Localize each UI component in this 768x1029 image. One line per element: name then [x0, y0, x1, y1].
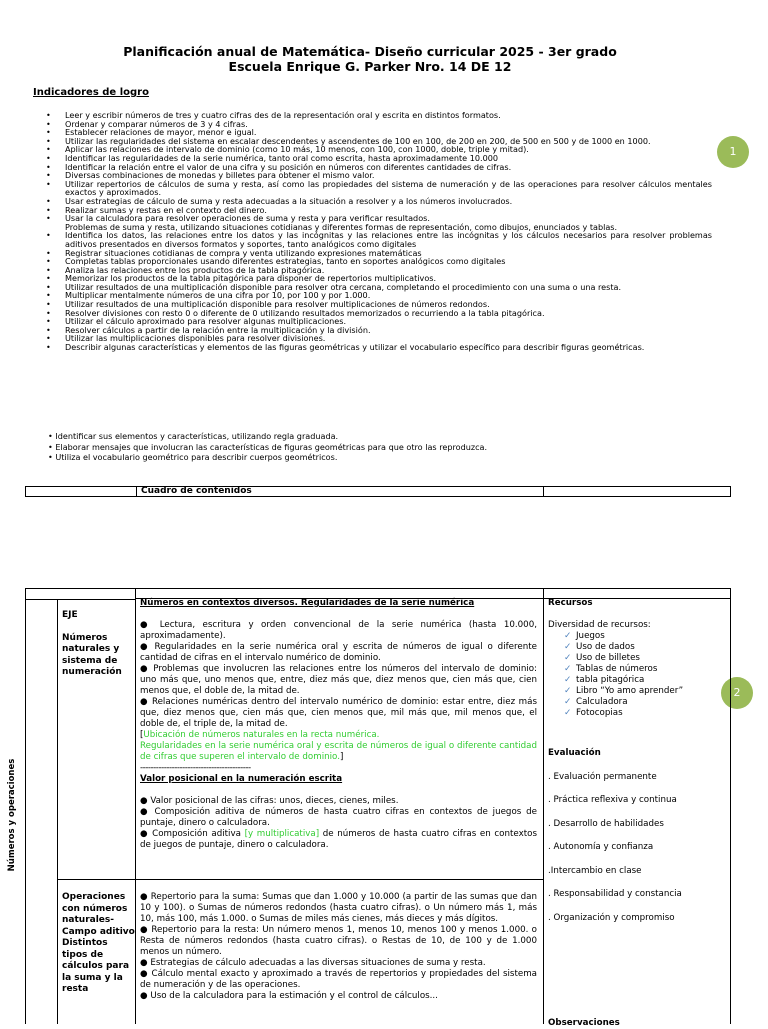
indicator-item: • Describir algunas características y elementos de las figuras geométricas y utilizar el vocabulario específico para describir figuras geométricas.: [28, 343, 712, 352]
indicator-item: • Realizar sumas y restas en el contexto del dinero.: [28, 206, 712, 215]
section-heading-serie: Números en contextos diversos. Regularidades de la serie numérica: [140, 598, 475, 608]
recursos-heading: Recursos: [548, 598, 593, 608]
contents-operaciones: ● Repertorio para la suma: Sumas que dan 1.000 y 10.000 (a partir de las sumas que dan 10 y 100). o Sumas de números redondos (hasta cuatro cifras). o Un número más 1, más 10, más 100, más 1.000. o Sumas de miles más cienes, más dieces y más dígitos. ● Repertorio para la resta: Un número menos 1, menos 10, menos 100 y menos 1.000. o Resta de números redondos (hasta cuatro cifras). o Restas de 10, de 100 y de 1.000 menos un número. ● Estrategias de cálculo adecuadas a las diversas situaciones de suma y resta. ● Cálculo mental exacto y aproximado a través de repertorios y propiedades del sistema de numeración y de las operaciones. ● Uso de la calculadora para la estimación y el control de cálculos...: [140, 892, 537, 1001]
area-label: Números y operaciones: [7, 758, 17, 872]
recurso-item: ✓ Uso de dados: [564, 642, 728, 653]
contents-heading: Cuadro de contenidos: [141, 486, 252, 496]
indicator-item: • Completas tablas proporcionales usando diferentes estrategias, tanto en soportes analógicos como digitales: [28, 257, 712, 266]
eje-numeros-naturales: Números naturales y sistema de numeración: [62, 632, 122, 677]
evaluacion-item: . Desarrollo de habilidades: [548, 818, 664, 829]
indicator-item: Problemas de suma y resta, utilizando situaciones cotidianas y diferentes formas de representación, como dibujos, enunciados y tablas.: [65, 221, 618, 232]
evaluacion-heading: Evaluación: [548, 748, 601, 758]
contents-column: Números en contextos diversos. Regularidades de la serie numérica ● Lectura, escritura y orden convencional de la serie numérica (hasta 10.000, aproximadamente). ● Regularidades en la serie numérica oral y escrita de números de igual o diferente cantidad de cifras en el intervalo numérico de dominio. ● Problemas que involucren las relaciones entre los números del intervalo de dominio: uno más que, uno menos que, entre, diez más que, diez menos que, cien más que, cien menos que, el doble de, la mitad de. ● Relaciones numéricas dentro del intervalo numérico de dominio: estar entre, diez más que, diez menos que, cien más que, cien menos que, mil más que, mil menos que, el doble de, el triple de, la mitad de. [Ubicación de números naturales en la recta numérica. Regularidades en la serie numérica oral y escrita de números de igual o diferente cantidad de cifras que superen el intervalo de dominio.] ------------------------------------------ Valor posicional en la numeración escrita ● Valor posicional de las cifras: unos, dieces, cienes, miles. ● Composición aditiva de números de hasta cuatro cifras en contextos de juegos de puntaje, dinero o calculadora. ● Composición aditiva [y multiplicativa] de números de hasta cuatro cifras en contextos de juegos de puntaje, dinero o calculadora.: [140, 598, 537, 850]
evaluacion-item: . Responsabilidad y constancia: [548, 889, 682, 899]
indicator-item: • Utilizar repertorios de cálculos de suma y resta, así como las propiedades del sistema de numeración y de las operaciones para resolver cálculos mentales exactos y aproximados.: [28, 180, 712, 197]
indicator-item: • Diversas combinaciones de monedas y billetes para obtener el mismo valor.: [28, 171, 712, 180]
resources-column: Recursos Diversidad de recursos: ✓ Juegos ✓ Uso de dados ✓ Uso de billetes ✓ Tablas de números ✓ tabla pitagórica ✓ Libro “Yo amo aprender” ✓ Calculadora ✓ Fotocopias Evaluación . Evaluación permanente . Práctica reflexiva y continua . Desarrollo de habilidades . Autonomía y confianza .Intercambio en clase . Responsabilidad y constancia . Organización y compromiso Observaciones: [548, 598, 728, 924]
indicators-list: [28, 111, 712, 352]
evaluacion-item: . Autonomía y confianza: [548, 842, 654, 852]
contents-header-row: [25, 486, 731, 497]
indicators-heading: Indicadores de logro: [33, 87, 149, 98]
indicator-item: • Ordenar y comparar números de 3 y 4 cifras.: [28, 120, 712, 129]
eje-label: EJE Números naturales y sistema de numeración: [62, 610, 134, 679]
indicator-item: • Aplicar las relaciones de intervalo de dominio (como 10 más, 10 menos, con 100, con 1000, doble, triple y mitad).: [28, 145, 712, 154]
indicator-item: • Registrar situaciones cotidianas de compra y venta utilizando expresiones matemáticas: [28, 249, 712, 258]
eje-operaciones: Operaciones con números naturales- Campo aditivo Distintos tipos de cálculos para la suma y la resta: [62, 892, 135, 994]
evaluacion-list: [548, 772, 728, 924]
recurso-item: ✓ Libro “Yo amo aprender”: [564, 686, 728, 697]
recursos-list: [548, 631, 728, 719]
evaluacion-item: . Evaluación permanente: [548, 771, 657, 782]
indicator-item: • Resolver cálculos a partir de la relación entre la multiplicación y la división.: [28, 326, 712, 335]
recurso-item: ✓ Juegos: [564, 631, 728, 642]
recurso-item: ✓ Fotocopias: [564, 708, 728, 719]
indicator-item: • Usar la calculadora para resolver operaciones de suma y resta y para verificar resultados.: [28, 214, 712, 223]
indicator-item: • Multiplicar mentalmente números de una cifra por 10, por 100 y por 1.000.: [28, 291, 712, 300]
evaluacion-item: . Organización y compromiso: [548, 912, 675, 923]
recurso-item: ✓ Tablas de números: [564, 664, 728, 675]
section-heading-valor: Valor posicional en la numeración escrita: [140, 774, 343, 784]
indicator-tail-item: • Identificar sus elementos y características, utilizando regla graduada.: [48, 431, 339, 441]
evaluacion-item: .Intercambio en clase: [548, 865, 642, 876]
indicator-item: • Identificar las regularidades de la serie numérica, tanto oral como escrita, hasta aproximadamente 10.000: [28, 154, 712, 163]
indicator-item: • Utilizar resultados de una multiplicación disponible para resolver otra cercana, completando el procedimiento con una suma o una resta.: [28, 283, 712, 292]
marker-circle-2: 2: [721, 677, 753, 709]
title-line-1: Planificación anual de Matemática- Diseño curricular 2025 - 3er grado: [123, 44, 617, 59]
indicator-item: • Utilizar las multiplicaciones disponibles para resolver divisiones.: [28, 334, 712, 343]
recurso-item: ✓ tabla pitagórica: [564, 675, 728, 686]
indicator-item: • Analiza las relaciones entre los productos de la tabla pitagórica.: [28, 266, 712, 275]
indicator-item: • Establecer relaciones de mayor, menor e igual.: [28, 128, 712, 137]
indicators-tail: [48, 431, 487, 463]
indicator-tail-item: • Utiliza el vocabulario geométrico para describir cuerpos geométricos.: [48, 452, 338, 463]
document-title: [0, 44, 740, 74]
recurso-item: ✓ Calculadora: [564, 697, 728, 708]
marker-circle-1: 1: [717, 136, 749, 168]
indicator-item: • Memorizar los productos de la tabla pitagórica para disponer de repertorios multiplicativos.: [28, 274, 712, 283]
indicator-item: • Utilizar resultados de una multiplicación disponible para resolver multiplicaciones de números redondos.: [28, 300, 712, 309]
indicator-tail-item: • Elaborar mensajes que involucran las características de figuras geométricas para que otro las reproduzca.: [48, 441, 488, 452]
indicator-item: • Identifica los datos, las relaciones entre los datos y las incógnitas y las relaciones entre las incógnitas y los cálculos necesarios para resolver problemas aditivos presentados en diversos formatos y soportes, tanto analógicos como digitales: [28, 231, 712, 248]
evaluacion-item: . Práctica reflexiva y continua: [548, 795, 677, 805]
indicator-item: • Resolver divisiones con resto 0 o diferente de 0 utilizando resultados memorizados o recurriendo a la tabla pitagórica.: [28, 309, 712, 318]
indicator-item: • Utilizar el cálculo aproximado para resolver algunas multiplicaciones.: [28, 317, 712, 326]
title-line-2: Escuela Enrique G. Parker Nro. 14 DE 12: [228, 59, 512, 74]
indicator-item: • Leer y escribir números de tres y cuatro cifras des de la representación oral y escrita en distintos formatos.: [28, 111, 712, 120]
indicator-item: • Usar estrategias de cálculo de suma y resta adecuadas a la situación a resolver y a los números involucrados.: [28, 197, 712, 206]
indicator-item: • Identificar la relación entre el valor de una cifra y su posición en números con diferentes cantidades de cifras.: [28, 163, 712, 172]
recurso-item: ✓ Uso de billetes: [564, 653, 728, 664]
indicator-item: • Utilizar las regularidades del sistema en escalar descendentes y ascendentes de 100 en 100, de 200 en 200, de 500 en 500 y de 1000 en 1000.: [28, 137, 712, 146]
observaciones-heading: Observaciones: [548, 1018, 620, 1028]
